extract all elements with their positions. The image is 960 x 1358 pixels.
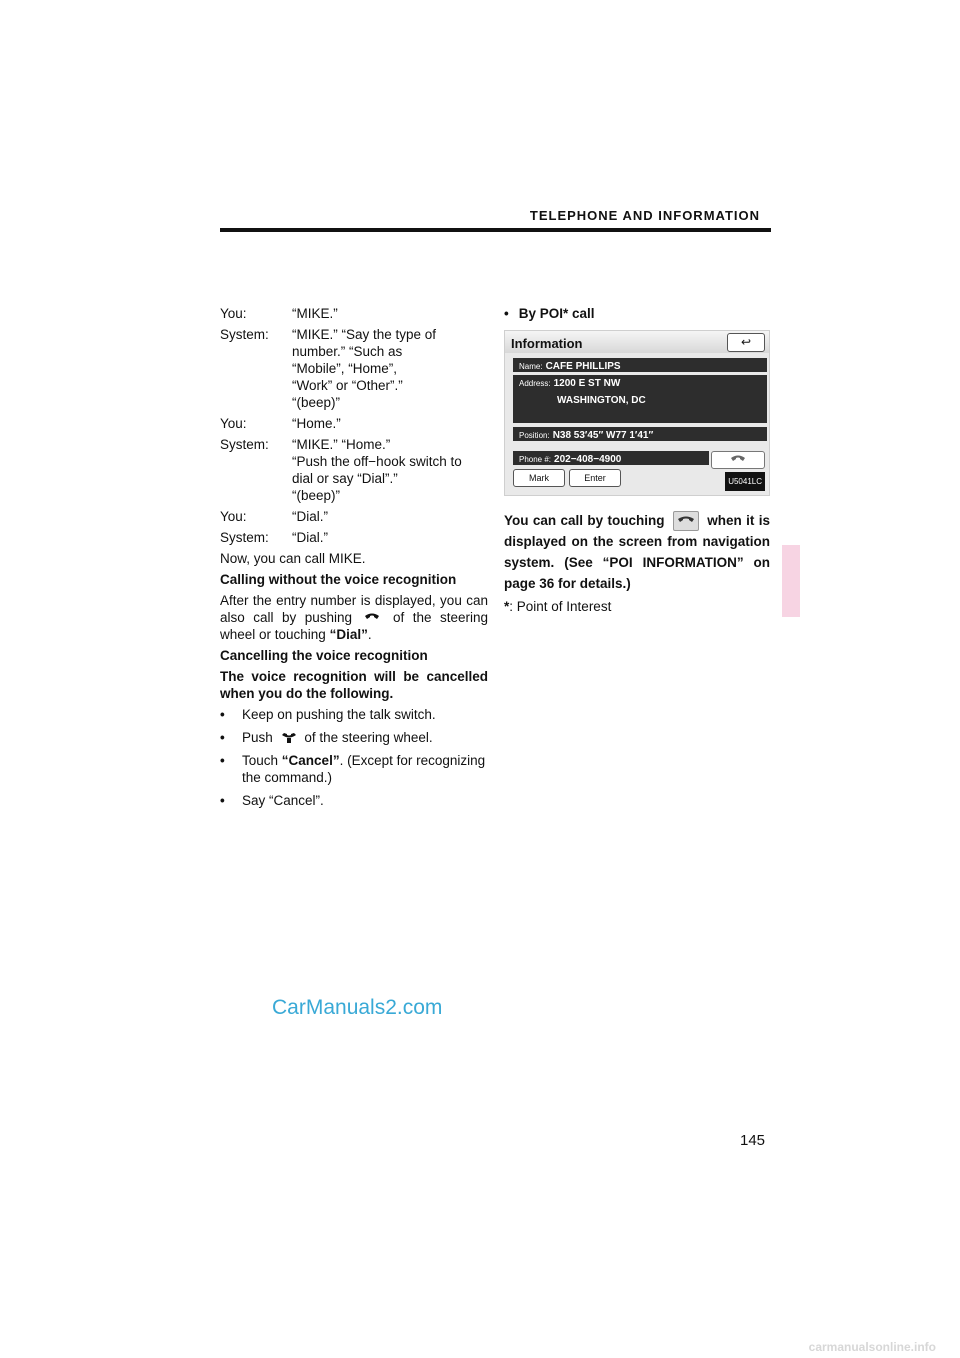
- cancel-label: “Cancel”: [281, 753, 340, 768]
- dialogue-line: “Home.”: [292, 416, 341, 431]
- dialogue-line: “Dial.”: [292, 530, 328, 545]
- dialogue-row: [220, 415, 488, 432]
- right-column: [504, 305, 770, 619]
- phone-icon: [728, 454, 748, 466]
- enter-button[interactable]: Enter: [569, 469, 621, 487]
- phone-icon: [673, 511, 699, 531]
- hang-up-icon: [281, 732, 297, 744]
- poi-call-text: You can call by touching when it is displayed on the screen from navigation system. (See “POI INFORMATION” on page 36 for details.): [504, 513, 770, 592]
- image-code: U5041LC: [725, 472, 765, 491]
- dialogue-line: “(beep)”: [292, 395, 341, 410]
- dialogue-row: [220, 508, 488, 525]
- bullet-touch-cancel: • Touch “Cancel”. (Except for recognizing the command.): [220, 753, 486, 785]
- call-button[interactable]: [711, 451, 765, 469]
- dial-label: “Dial”: [329, 627, 368, 642]
- section-tab: [782, 545, 800, 617]
- footer-watermark: carmanualsonline.info: [808, 1340, 936, 1354]
- poi-call-heading: • By POI* call: [504, 306, 595, 321]
- now-call-text: Now, you can call MIKE.: [220, 551, 366, 566]
- name-field: Name: CAFE PHILLIPS: [513, 358, 767, 372]
- dialogue-speaker: You:: [220, 416, 247, 431]
- dialogue-row: [220, 529, 488, 546]
- watermark: CarManuals2.com: [272, 996, 443, 1019]
- dialogue-line: “Mobile”, “Home”,: [292, 361, 398, 376]
- dialogue-speaker: System:: [220, 327, 269, 342]
- dialogue-line: “Work” or “Other”.”: [292, 378, 403, 393]
- phone-icon: [364, 612, 380, 624]
- header-title: TELEPHONE AND INFORMATION: [529, 208, 760, 223]
- dialogue: [220, 305, 488, 546]
- footnote: *: Point of Interest: [504, 599, 612, 615]
- back-button[interactable]: [727, 333, 765, 352]
- dialogue-line: “MIKE.” “Home.”: [292, 437, 391, 452]
- screen-title: Information: [511, 336, 583, 351]
- dialogue-speaker: System:: [220, 530, 269, 545]
- bullet-say-cancel: • Say “Cancel”.: [220, 793, 324, 808]
- dialogue-speaker: You:: [220, 509, 247, 524]
- dialogue-line: “(beep)”: [292, 488, 341, 503]
- dialogue-row: [220, 305, 488, 322]
- dialogue-line: “Dial.”: [292, 509, 328, 524]
- without-voice-text: After the entry number is displayed, you can also call by pushing of the steering wheel or touching “Dial”.: [220, 593, 488, 642]
- left-column: [220, 305, 488, 815]
- dialogue-line: dial or say “Dial”.”: [292, 471, 398, 486]
- poi-information-screen: [504, 330, 770, 496]
- position-field: Position: N38 53′45″ W77 1′41″: [513, 427, 767, 441]
- bullet-push-hangup: • Push of the steering wheel.: [220, 730, 433, 745]
- cancel-intro: The voice recognition will be cancelled when you do the following.: [220, 669, 488, 701]
- dialogue-line: “MIKE.” “Say the type of: [292, 327, 437, 342]
- header-rule: [220, 228, 771, 232]
- dialogue-line: number.” “Such as: [292, 344, 403, 359]
- without-voice-heading: Calling without the voice recognition: [220, 572, 457, 587]
- dialogue-speaker: You:: [220, 306, 247, 321]
- page-number: 145: [740, 1132, 766, 1149]
- address-field: Address: 1200 E ST NW WASHINGTON, DC: [513, 375, 767, 423]
- dialogue-line: “MIKE.”: [292, 306, 338, 321]
- dialogue-speaker: System:: [220, 437, 269, 452]
- dialogue-row: [220, 436, 488, 504]
- cancel-heading: Cancelling the voice recognition: [220, 648, 428, 663]
- bullet-talk-switch: • Keep on pushing the talk switch.: [220, 707, 436, 722]
- mark-button[interactable]: Mark: [513, 469, 565, 487]
- back-arrow-icon: ↩: [740, 335, 752, 349]
- dialogue-line: “Push the off−hook switch to: [292, 454, 462, 469]
- dialogue-row: [220, 326, 488, 411]
- phone-field: Phone #: 202−408−4900: [513, 451, 709, 465]
